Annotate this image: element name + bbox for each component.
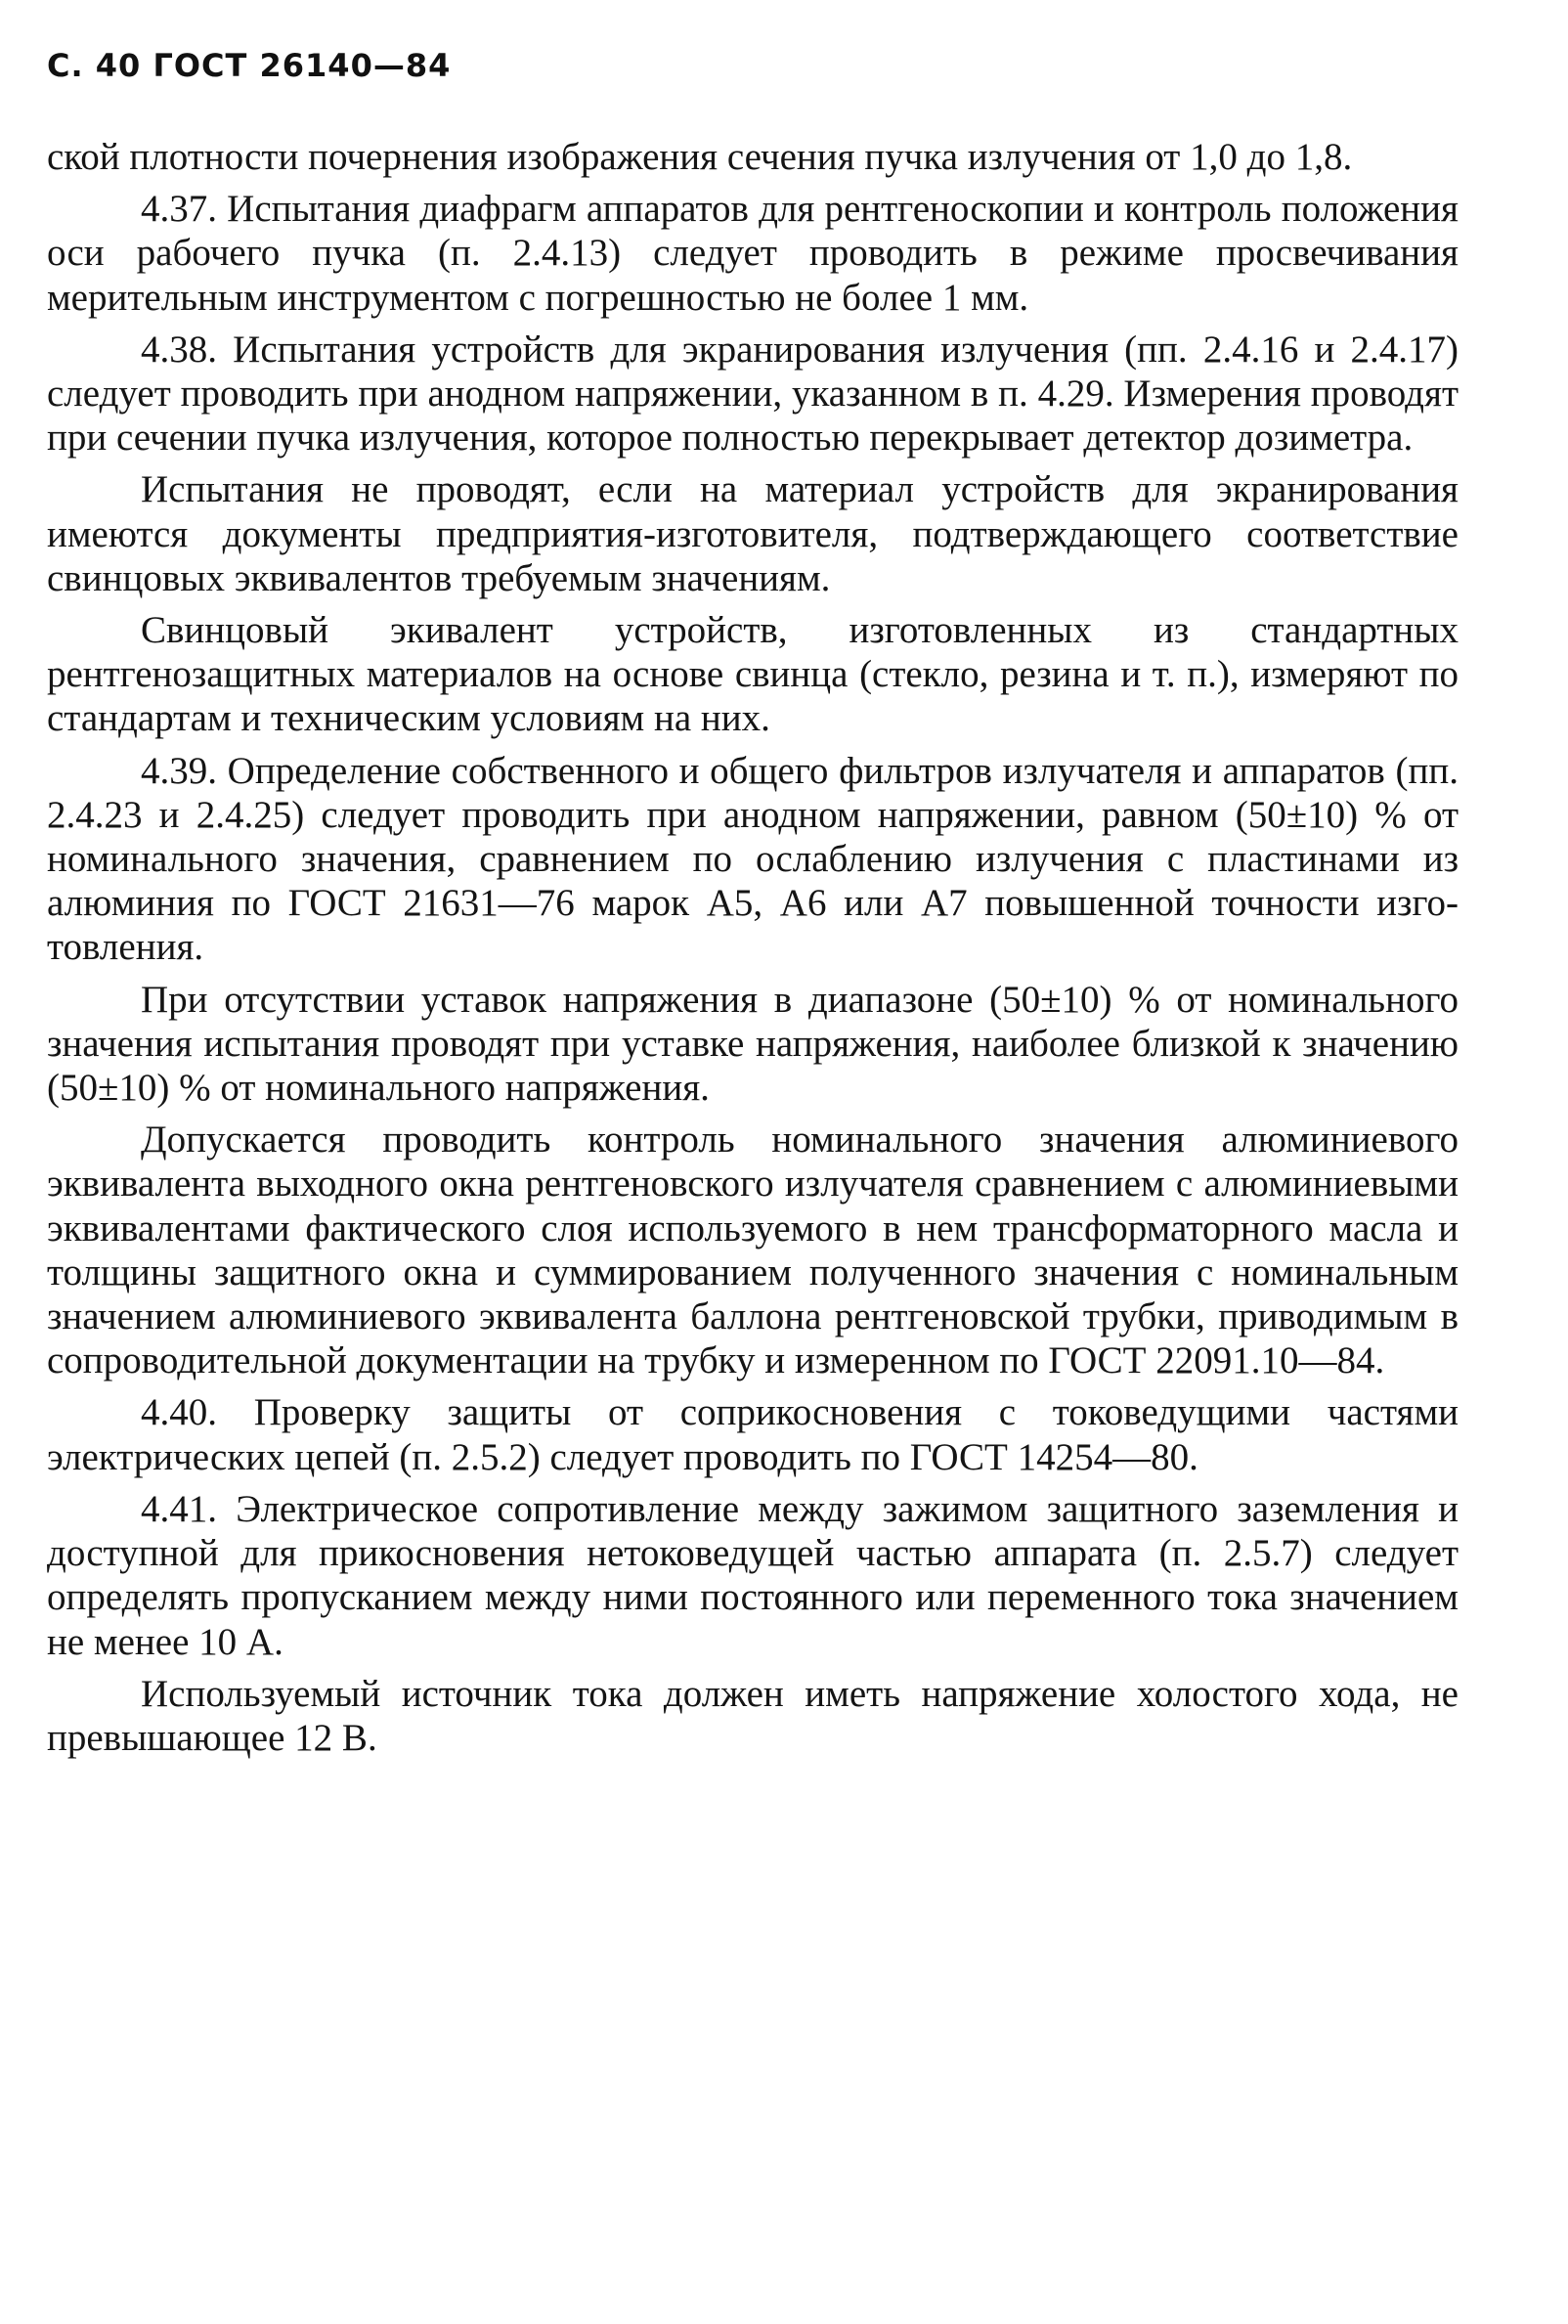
paragraph-voltage-settings: При отсутствии уставок напряжения в диапазоне (50±10) % от номинального значения испытания проводят при уставке напряжения, наиболее близкой к значению (50±10) % от номинального напряжения. — [47, 978, 1459, 1110]
paragraph-4-41: 4.41. Электрическое сопротивление между зажимом защитного заземления и доступной для прикосновения нетоковедущей частью аппарата (п. 2.5.7) следует определять пропусканием между ними постоянного или переменного тока значением не менее 10 А. — [47, 1487, 1459, 1663]
paragraph-4-37: 4.37. Испытания диафрагм аппаратов для рентгеноскопии и контроль положения оси рабочего пучка (п. 2.4.13) следует проводить в режиме просвечивания мерительным инструментом с погрешностью не более 1 мм. — [47, 188, 1459, 319]
paragraph-continuation: ской плотности почернения изображения сечения пучка излучения от 1,0 до 1,8. — [47, 136, 1353, 178]
paragraph-4-40: 4.40. Проверку защиты от соприкосновения с токоведущими частями электрических цепей (п. 2.5.2) следует проводить по ГОСТ 14254—80. — [47, 1391, 1459, 1478]
paragraph-tests-not-performed: Испытания не проводят, если на материал устройств для экранирования имеются документы предприятия-изготовителя, подтверждающего соответствие свинцовых эквивалентов требуемым значениям. — [47, 468, 1459, 599]
document-body — [47, 135, 1459, 1760]
page-header: С. 40 ГОСТ 26140—84 — [47, 47, 452, 84]
paragraph-aluminium-equivalent: Допускается проводить контроль номинального значения алюминиевого эквивалента выходного окна рентгеновского излучателя сравнением с алюминиевыми эквивалентами фактического слоя используемого в нем трансформаторного масла и толщины защитного окна и суммированием полученного значения с номинальным значением алюминиевого эквивалента баллона рентгеновской трубки, приводимым в сопроводительной документации на трубку и измеренном по ГОСТ 22091.10—84. — [47, 1118, 1459, 1382]
paragraph-4-39: 4.39. Определение собственного и общего фильтров излучателя и аппаратов (пп. 2.4.23 и 2.4.25) следует проводить при анодном напряжении, равном (50±10) % от номинального значения, сравнением по ослаблению излучения с пластинами из алюминия по ГОСТ 21631—76 марок А5, А6 или А7 повышенной точности изготовления. — [47, 749, 1459, 969]
paragraph-current-source: Используемый источник тока должен иметь напряжение холостого хода, не превышающее 12 В. — [47, 1672, 1459, 1759]
paragraph-4-38: 4.38. Испытания устройств для экранирования излучения (пп. 2.4.16 и 2.4.17) следует проводить при анодном напряжении, указанном в п. 4.29. Измерения проводят при сечении пучка излучения, которое полностью перекрывает детектор дозиметра. — [47, 328, 1459, 460]
paragraph-lead-equivalent: Свинцовый экивалент устройств, изготовленных из стандартных рентгенозащитных материалов на основе свинца (стекло, резина и т. п.), измеряют по стандартам и техническим условиям на них. — [47, 609, 1459, 740]
